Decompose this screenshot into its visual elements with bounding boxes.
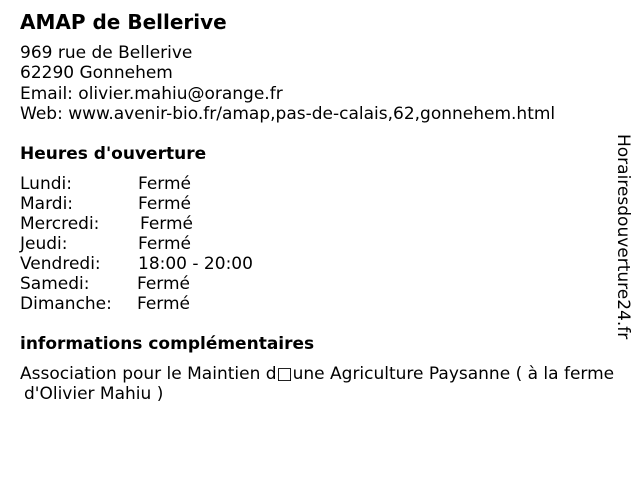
day-hours: Fermé [137, 274, 191, 294]
day-hours: Fermé [138, 174, 192, 194]
description-line-1: Association pour le Maintien d□une Agriculture Paysanne ( à la ferme [20, 364, 615, 384]
day-label: Lundi: [20, 174, 72, 194]
day-label: Mercredi: [20, 214, 100, 234]
web-line: Web: www.avenir-bio.fr/amap,pas-de-calais,62,gonnehem.html [20, 103, 556, 124]
day-label: Samedi: [20, 274, 90, 294]
site-watermark [613, 134, 633, 344]
description-line-2: d'Olivier Mahiu ) [24, 384, 164, 404]
opening-hours-table [20, 174, 420, 314]
address-block [20, 43, 555, 124]
hours-row-wednesday [20, 214, 420, 234]
hours-row-friday [20, 254, 420, 274]
day-label: Vendredi: [20, 254, 101, 274]
hours-row-sunday [20, 294, 420, 314]
hours-row-monday [20, 174, 420, 194]
day-hours: Fermé [137, 294, 191, 314]
day-hours: Fermé [138, 194, 192, 214]
city-postcode: 62290 Gonnehem [20, 63, 173, 84]
site-watermark-text: Horairesdouverture24.fr [613, 134, 633, 340]
business-name: AMAP de Bellerive [20, 10, 227, 34]
hours-row-tuesday [20, 194, 420, 214]
day-hours: Fermé [140, 214, 194, 234]
email-line: Email: olivier.mahiu@orange.fr [20, 83, 283, 104]
hours-row-saturday [20, 274, 420, 294]
opening-hours-heading: Heures d'ouverture [20, 144, 207, 164]
street-address: 969 rue de Bellerive [20, 43, 193, 63]
day-label: Mardi: [20, 194, 74, 214]
hours-row-thursday [20, 234, 420, 254]
day-hours: 18:00 - 20:00 [138, 254, 253, 274]
day-hours: Fermé [138, 234, 192, 254]
additional-info-heading: informations complémentaires [20, 334, 315, 354]
day-label: Jeudi: [20, 234, 68, 254]
additional-info-text [20, 364, 614, 404]
day-label: Dimanche: [20, 294, 112, 314]
